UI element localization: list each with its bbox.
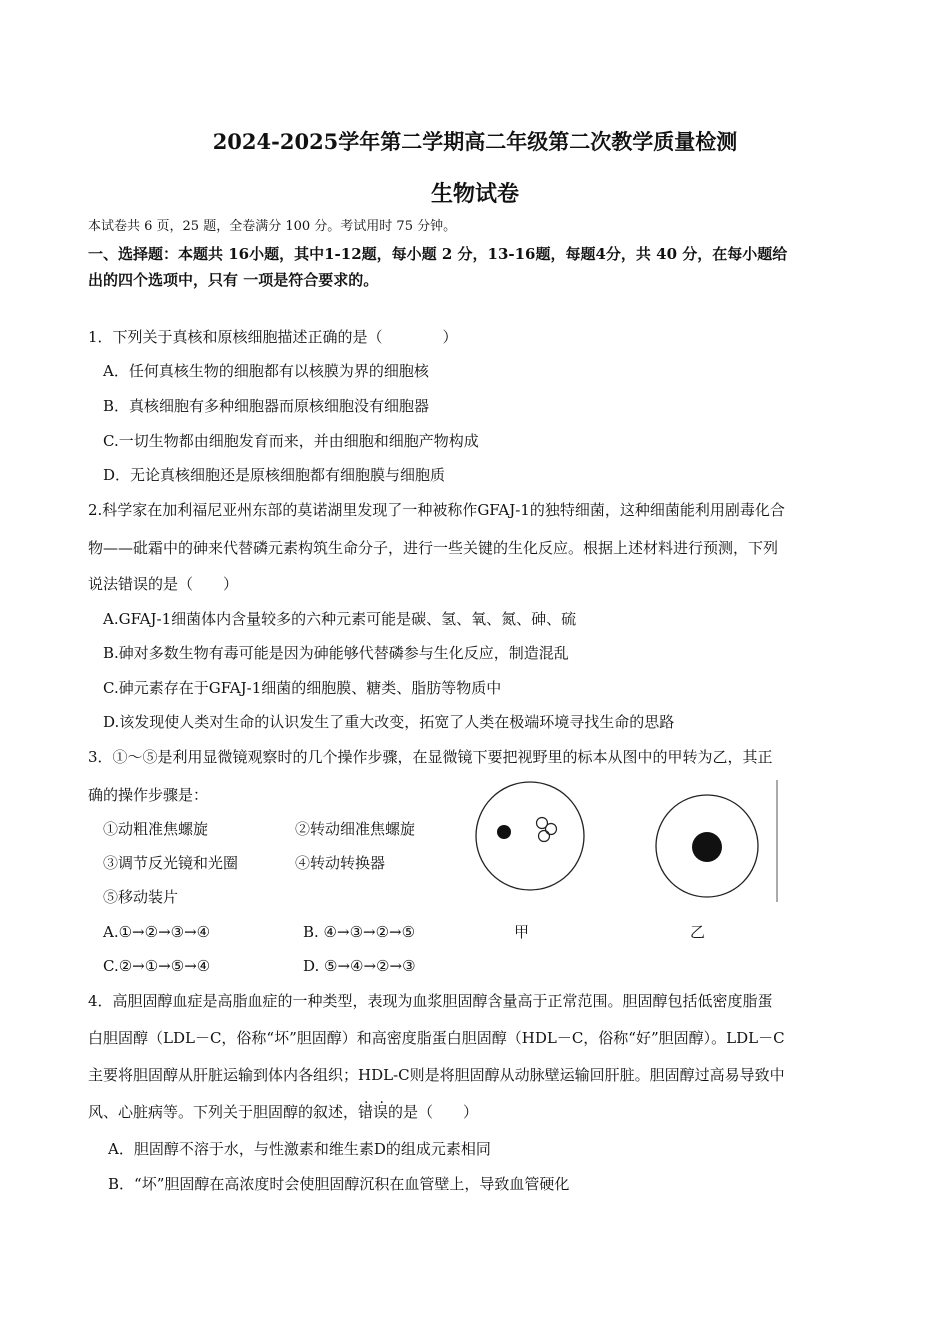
microscope-fields-figure	[470, 780, 790, 915]
q3-step-5: ⑤移动装片	[103, 888, 179, 906]
q3-option-d: D. ⑤→④→②→③	[303, 957, 416, 975]
q3-option-c: C.②→①→⑤→④	[103, 957, 211, 975]
q2-stem-line-3: 说法错误的是（ ）	[88, 575, 239, 593]
q2-stem-line-1: 2.科学家在加利福尼亚州东部的莫诺湖里发现了一种被称作GFAJ-1的独特细菌，这种细菌能利用剧毒化合	[88, 501, 785, 519]
section-heading-line-2: 出的四个选项中，只有 一项是符合要求的。	[88, 271, 379, 289]
q4-stem-line-3: 主要将胆固醇从肝脏运输到体内各组织；HDL-C则是将胆固醇从动脉壁运输回肝脏。胆固醇过高易导致中	[88, 1066, 785, 1084]
q1-option-d: D．无论真核细胞还是原核细胞都有细胞膜与细胞质	[103, 466, 446, 484]
emphasis-dots: ..	[364, 1091, 395, 1107]
q4-stem-line-4	[88, 1091, 479, 1122]
q3-option-b: B. ④→③→②→⑤	[303, 923, 416, 941]
q4-emphasized-word	[358, 1091, 395, 1122]
field-jia-cell	[539, 831, 550, 842]
q4-stem-line-1: 4．高胆固醇血症是高脂血症的一种类型，表现为血浆胆固醇含量高于正常范围。胆固醇包括低密度脂蛋	[88, 992, 773, 1010]
q4-stem-tail: 的是（ ）	[388, 1103, 479, 1121]
q3-step-1: ①动粗准焦螺旋	[103, 820, 209, 838]
q1-option-b: B．真核细胞有多种细胞器而原核细胞没有细胞器	[103, 397, 430, 415]
q1-option-c: C.一切生物都由细胞发育而来，并由细胞和细胞产物构成	[103, 432, 479, 450]
exam-title: 2024-2025学年第二学期高二年级第二次教学质量检测	[212, 129, 738, 154]
exam-subtitle: 生物试卷	[430, 181, 519, 207]
q2-option-b: B.砷对多数生物有毒可能是因为砷能够代替磷参与生化反应，制造混乱	[103, 644, 569, 662]
q1-stem: 1．下列关于真核和原核细胞描述正确的是（ ）	[88, 328, 458, 346]
q3-stem-line-1: 3．①～⑤是利用显微镜观察时的几个操作步骤，在显微镜下要把视野里的标本从图中的甲转为乙，其正	[88, 748, 773, 766]
section-heading-line-1: 一、选择题：本题共 16小题，其中1-12题，每小题 2 分，13-16题，每题4分，共 40 分，在每小题给	[88, 245, 788, 263]
field-yi-specimen	[692, 832, 722, 862]
q2-stem-line-2: 物——砒霜中的砷来代替磷元素构筑生命分子，进行一些关键的生化反应。根据上述材料进行预测，下列	[88, 539, 779, 557]
q1-option-a: A．任何真核生物的细胞都有以核膜为界的细胞核	[103, 362, 429, 380]
exam-intro: 本试卷共 6 页，25 题，全卷满分 100 分。考试用时 75 分钟。	[88, 219, 457, 234]
figure-label-jia: 甲	[514, 923, 530, 941]
q3-stem-line-2: 确的操作步骤是：	[88, 786, 209, 804]
field-jia-specimen	[497, 825, 511, 839]
q3-option-a: A.①→②→③→④	[103, 923, 211, 941]
q2-option-a: A.GFAJ-1细菌体内含量较多的六种元素可能是碳、氢、氧、氮、砷、硫	[103, 610, 577, 628]
q2-option-d: D.该发现使人类对生命的认识发生了重大改变，拓宽了人类在极端环境寻找生命的思路	[103, 713, 675, 731]
figure-label-yi: 乙	[690, 923, 706, 941]
q4-option-b: B．“坏”胆固醇在高浓度时会使胆固醇沉积在血管壁上，导致血管硬化	[108, 1175, 570, 1193]
field-jia-cell	[546, 824, 557, 835]
field-jia-circle	[476, 782, 584, 890]
q2-option-c: C.砷元素存在于GFAJ-1细菌的细胞膜、糖类、脂肪等物质中	[103, 679, 502, 697]
q4-emphasis-text: 错误	[358, 1103, 389, 1121]
q3-step-4: ④转动转换器	[295, 854, 386, 872]
q3-step-3: ③调节反光镜和光圈	[103, 854, 239, 872]
q3-step-2: ②转动细准焦螺旋	[295, 820, 416, 838]
q4-option-a: A．胆固醇不溶于水，与性激素和维生素D的组成元素相同	[108, 1140, 491, 1158]
q4-stem-line-2: 白胆固醇（LDL－C，俗称“坏”胆固醇）和高密度脂蛋白胆固醇（HDL－C，俗称“好”胆固醇）。LDL－C	[88, 1029, 785, 1047]
q4-stem-text: 风、心脏病等。下列关于胆固醇的叙述，	[88, 1103, 359, 1121]
